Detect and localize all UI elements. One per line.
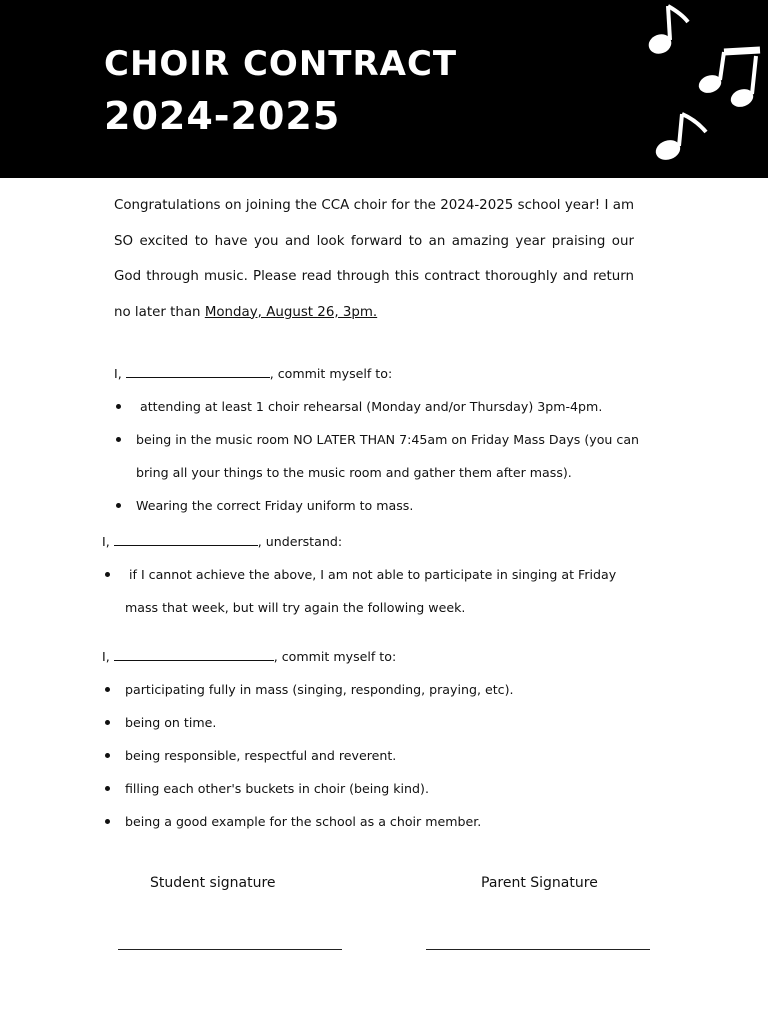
bullet-icon [105,819,110,824]
commitment-list-1 [116,390,646,522]
bullet-icon [116,503,121,508]
intro-text: Congratulations on joining the CCA choir for the 2024-2025 school year! I am SO excited to have you and look forward to an amazing year praising our God through music. Please read through this contract thoroughly and return no later than [114,198,634,320]
list-item [105,558,635,624]
list-item-text: if I cannot achieve the above, I am not able to participate in singing at Friday [129,567,617,582]
list-item [105,739,635,772]
bullet-icon [105,753,110,758]
commitment-suffix: , commit myself to: [269,366,393,381]
music-note-icon [647,6,688,56]
intro-paragraph [114,188,634,330]
deadline-text: Monday, August 26, 3pm. [204,304,378,320]
list-item-text: attending at least 1 choir rehearsal (Monday and/or Thursday) 3pm-4pm. [140,399,603,414]
commitment-prefix: I, [102,534,110,549]
commitment-prefix: I, [114,366,122,381]
page-title: CHOIR CONTRACT [104,44,458,84]
name-blank-3 [114,649,274,661]
list-item [116,390,646,423]
commitment-statement-2 [102,534,342,549]
name-blank-2 [114,534,258,546]
commitment-statement-1 [114,366,392,381]
list-item [116,423,646,489]
commitment-suffix: , understand: [257,534,343,549]
list-item [105,805,635,838]
bullet-icon [105,720,110,725]
list-item-text: being a good example for the school as a choir member. [125,814,482,829]
list-item [105,706,635,739]
list-item [105,772,635,805]
bullet-icon [116,404,121,409]
commitment-list-2 [105,558,635,624]
commitment-list-3 [105,673,635,838]
list-item [105,673,635,706]
name-blank-1 [126,366,270,378]
list-item-text: being on time. [125,715,217,730]
student-signature-label: Student signature [150,875,276,891]
student-signature-line[interactable] [118,949,342,950]
commitment-statement-3 [102,649,396,664]
list-item-text: participating fully in mass (singing, responding, praying, etc). [125,682,514,697]
bullet-icon [116,437,121,442]
list-item-text-continued: bring all your things to the music room and gather them after mass). [136,465,572,480]
list-item-text: filling each other's buckets in choir (being kind). [125,781,429,796]
page-year: 2024-2025 [104,94,341,138]
list-item-text: being responsible, respectful and reverent. [125,748,397,763]
music-note-icon [654,114,706,163]
bullet-icon [105,687,110,692]
parent-signature-label: Parent Signature [481,875,598,891]
list-item-text: being in the music room NO LATER THAN 7:45am on Friday Mass Days (you can [136,432,640,447]
beamed-notes-icon [697,50,760,109]
header-banner [0,0,768,178]
commitment-prefix: I, [102,649,110,664]
music-notes-decoration [630,0,768,178]
list-item-text: Wearing the correct Friday uniform to mass. [136,498,414,513]
bullet-icon [105,572,110,577]
list-item [116,489,646,522]
list-item-text-continued: mass that week, but will try again the following week. [125,600,466,615]
parent-signature-line[interactable] [426,949,650,950]
bullet-icon [105,786,110,791]
commitment-suffix: , commit myself to: [273,649,397,664]
